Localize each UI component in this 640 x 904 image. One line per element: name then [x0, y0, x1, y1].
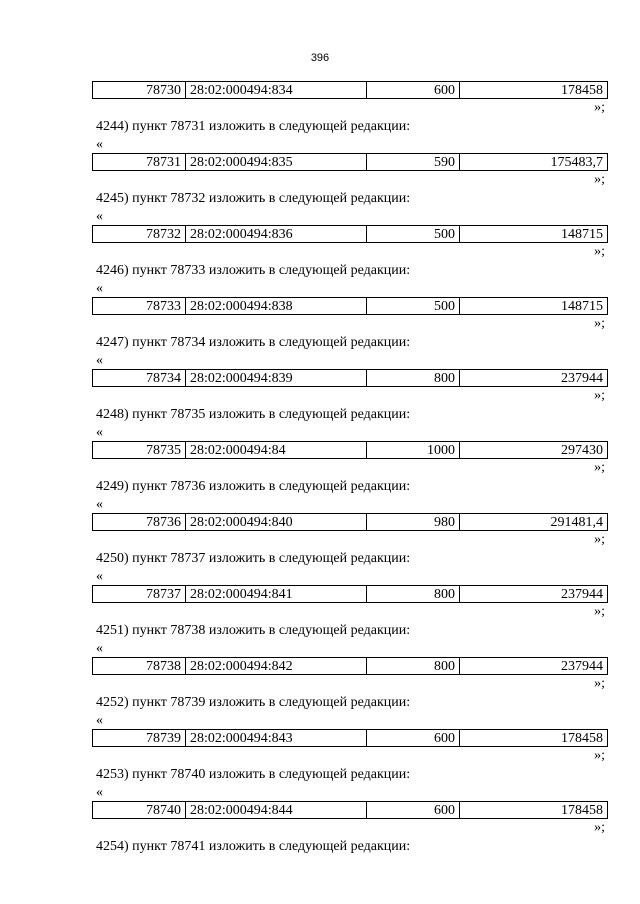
- register-row-table: [92, 153, 608, 171]
- row-number-cell: 78739: [93, 730, 186, 747]
- register-row-table: [92, 729, 608, 747]
- table-row: [93, 442, 608, 459]
- table-row: [93, 802, 608, 819]
- cadastral-number-cell: 28:02:000494:840: [186, 514, 367, 531]
- amendment-block: [0, 189, 640, 261]
- area-cell: 800: [367, 370, 460, 387]
- table-row: [93, 730, 608, 747]
- value-cell: 148715: [460, 298, 608, 315]
- opening-quote: «: [96, 497, 103, 512]
- closing-quote: »;: [594, 244, 605, 259]
- amendment-block: [0, 765, 640, 837]
- value-cell: 237944: [460, 586, 608, 603]
- register-row-table: [92, 297, 608, 315]
- opening-quote: «: [96, 569, 103, 584]
- amendment-block: [0, 333, 640, 405]
- amendment-item-text: 4248) пункт 78735 изложить в следующей редакции:: [96, 407, 411, 422]
- amendment-list: [0, 117, 640, 837]
- opening-quote: «: [96, 785, 103, 800]
- amendment-item-text: 4250) пункт 78737 изложить в следующей редакции:: [96, 551, 411, 566]
- register-row-table: [92, 81, 608, 99]
- amendment-block: [0, 693, 640, 765]
- opening-quote: «: [96, 641, 103, 656]
- amendment-item-text: 4246) пункт 78733 изложить в следующей редакции:: [96, 263, 411, 278]
- opening-quote: «: [96, 353, 103, 368]
- opening-quote: «: [96, 425, 103, 440]
- cadastral-number-cell: 28:02:000494:843: [186, 730, 367, 747]
- table-row: [93, 298, 608, 315]
- value-cell: 237944: [460, 658, 608, 675]
- table-row: [93, 586, 608, 603]
- row-number-cell: 78732: [93, 226, 186, 243]
- area-cell: 800: [367, 658, 460, 675]
- amendment-item-text: 4252) пункт 78739 изложить в следующей редакции:: [96, 695, 411, 710]
- amendment-block: [0, 117, 640, 189]
- area-cell: 600: [367, 82, 460, 99]
- value-cell: 178458: [460, 730, 608, 747]
- document-body: [0, 81, 640, 856]
- value-cell: 148715: [460, 226, 608, 243]
- closing-quote: »;: [594, 100, 605, 115]
- area-cell: 600: [367, 802, 460, 819]
- row-number-cell: 78733: [93, 298, 186, 315]
- register-row-table: [92, 225, 608, 243]
- value-cell: 175483,7: [460, 154, 608, 171]
- opening-quote: «: [96, 713, 103, 728]
- opening-quote: «: [96, 209, 103, 224]
- value-cell: 178458: [460, 82, 608, 99]
- value-cell: 178458: [460, 802, 608, 819]
- row-number-cell: 78731: [93, 154, 186, 171]
- register-row-table: [92, 369, 608, 387]
- opening-quote: «: [96, 137, 103, 152]
- amendment-item-text: 4245) пункт 78732 изложить в следующей редакции:: [96, 191, 411, 206]
- amendment-block: [0, 549, 640, 621]
- value-cell: 291481,4: [460, 514, 608, 531]
- closing-quote: »;: [594, 532, 605, 547]
- area-cell: 590: [367, 154, 460, 171]
- table-row: [93, 154, 608, 171]
- row-number-cell: 78735: [93, 442, 186, 459]
- cadastral-number-cell: 28:02:000494:84: [186, 442, 367, 459]
- opening-quote: «: [96, 281, 103, 296]
- area-cell: 500: [367, 226, 460, 243]
- value-cell: 297430: [460, 442, 608, 459]
- closing-quote: »;: [594, 460, 605, 475]
- cadastral-number-cell: 28:02:000494:844: [186, 802, 367, 819]
- cadastral-number-cell: 28:02:000494:834: [186, 82, 367, 99]
- amendment-item-text: 4254) пункт 78741 изложить в следующей редакции:: [96, 839, 411, 854]
- closing-quote: »;: [594, 388, 605, 403]
- cadastral-number-cell: 28:02:000494:835: [186, 154, 367, 171]
- area-cell: 600: [367, 730, 460, 747]
- amendment-item-text: 4249) пункт 78736 изложить в следующей редакции:: [96, 479, 411, 494]
- register-row-table: [92, 513, 608, 531]
- closing-quote: »;: [594, 820, 605, 835]
- closing-quote: »;: [594, 316, 605, 331]
- row-number-cell: 78730: [93, 82, 186, 99]
- amendment-block: [0, 261, 640, 333]
- area-cell: 1000: [367, 442, 460, 459]
- amendment-block: [0, 477, 640, 549]
- cadastral-number-cell: 28:02:000494:839: [186, 370, 367, 387]
- closing-quote: »;: [594, 676, 605, 691]
- amendment-block: [0, 621, 640, 693]
- closing-quote: »;: [594, 172, 605, 187]
- row-number-cell: 78740: [93, 802, 186, 819]
- row-number-cell: 78734: [93, 370, 186, 387]
- row-number-cell: 78736: [93, 514, 186, 531]
- area-cell: 800: [367, 586, 460, 603]
- value-cell: 237944: [460, 370, 608, 387]
- amendment-item-text: 4251) пункт 78738 изложить в следующей редакции:: [96, 623, 411, 638]
- row-number-cell: 78737: [93, 586, 186, 603]
- register-row-table: [92, 441, 608, 459]
- table-row: [93, 82, 608, 99]
- closing-quote: »;: [594, 604, 605, 619]
- register-row-table: [92, 585, 608, 603]
- cadastral-number-cell: 28:02:000494:838: [186, 298, 367, 315]
- closing-quote: »;: [594, 748, 605, 763]
- area-cell: 500: [367, 298, 460, 315]
- table-row: [93, 226, 608, 243]
- table-row: [93, 514, 608, 531]
- table-row: [93, 658, 608, 675]
- cadastral-number-cell: 28:02:000494:836: [186, 226, 367, 243]
- amendment-item-text: 4247) пункт 78734 изложить в следующей редакции:: [96, 335, 411, 350]
- register-row-table: [92, 801, 608, 819]
- page-number: 396: [310, 52, 330, 64]
- amendment-block: [0, 405, 640, 477]
- cadastral-number-cell: 28:02:000494:841: [186, 586, 367, 603]
- cadastral-number-cell: 28:02:000494:842: [186, 658, 367, 675]
- amendment-item-text: 4244) пункт 78731 изложить в следующей редакции:: [96, 119, 411, 134]
- register-row-table: [92, 657, 608, 675]
- table-row: [93, 370, 608, 387]
- row-number-cell: 78738: [93, 658, 186, 675]
- area-cell: 980: [367, 514, 460, 531]
- amendment-item-text: 4253) пункт 78740 изложить в следующей редакции:: [96, 767, 411, 782]
